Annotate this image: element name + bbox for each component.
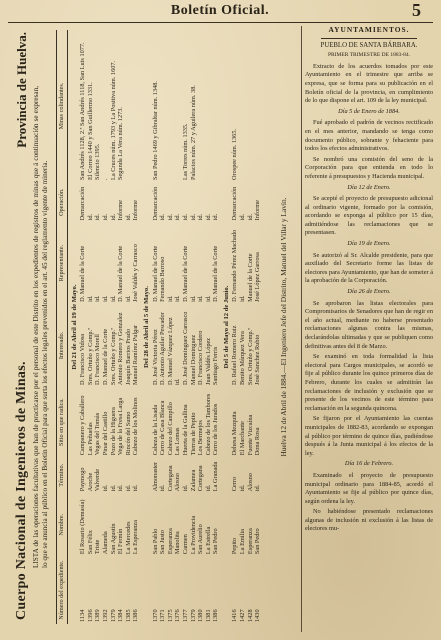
table-cell: El Fermín [117,528,125,555]
table-cell [167,30,175,182]
table-cell: D. Manuel de la Corte [79,245,87,302]
table-cell: id. [109,295,117,302]
table-cell: id. [101,484,109,492]
table-cell: Los Bermejos [197,420,205,456]
table-cell: Triste [94,539,102,555]
group-heading-row [220,30,232,624]
table-cell: id. [109,213,117,221]
table-row [79,30,87,624]
table-cell: José Sanchez Rubio [254,334,262,385]
table-cell: Antonio Romero y Gonzalez [117,312,125,385]
table-cell: id. [254,484,262,492]
table-cell: id. [174,213,182,221]
table-cell: Informe [254,200,262,221]
table-cell: id. [166,295,174,302]
column-header: Interesado. [57,304,68,387]
column-header: Representante. [57,222,68,304]
group-heading: Del 5 de Mayo al 12 de Junio. [222,285,230,369]
period-subtitle: PRIMER TRIMESTRE DE 1883-84. [327,52,411,59]
table-cell: José López Garrosa [254,252,262,302]
table-cell: D. Francisco Morell [94,334,102,385]
table-cell: Paymogo [79,467,87,492]
table-cell: D. Manuel de la Corte [151,245,159,302]
table-cell: Tierras de Pepito [189,412,197,456]
table-cell: Vegas del Tomás [94,412,102,456]
table-cell: id. [204,484,212,492]
table-cell: D. Francisco Vidosa [79,333,87,385]
table-cell: Fernando Barroso [159,256,167,302]
table-cell [212,30,220,182]
table-cell: Silencio 1395. [94,143,102,181]
table-cell: id. [124,213,132,221]
table-header-row [57,30,68,624]
table-cell: 1379 [109,609,117,622]
table-row [182,30,190,624]
table-cell [254,30,262,182]
session-date: Día 26 de Enero. [347,288,391,296]
table-row [132,30,140,624]
table-cell [125,30,133,182]
table-cell: San Justo [159,530,167,555]
table-cell: id. [159,213,167,221]
table-cell: D. Manuel de la Corte [212,245,220,302]
table-cell: La Granada [212,461,220,492]
table-row [174,30,182,624]
header-rule [8,22,433,23]
table-cell: Vega de la Fresa Larga [117,397,125,456]
table-cell: San Pablo [151,528,159,555]
table-cell: Segunda La Vera núm. 1273. [117,107,125,181]
section-title: AYUNTAMIENTOS. [328,26,410,34]
table-cell: Esperanza [166,528,174,555]
group-heading-row [67,30,79,624]
table-cell: La Emilia [239,529,247,555]
table-cell: Campanero y Caballero [79,395,87,456]
table-cell: Dona Rosa [254,427,262,456]
table-cell: id. [101,295,109,302]
table-cell: Cortegana [166,465,174,492]
table-cell: La Estrella [204,526,212,555]
table-row [212,30,220,624]
table-cell: 1379 [189,609,197,622]
table-cell: 1416 [231,609,239,622]
table-cell: 1396 [86,609,94,622]
table-cell: id. [212,213,220,221]
table-cell: 1375 [166,609,174,622]
table-cell: 1380 [197,609,205,622]
table-cell: Cabeza de la Lisada [151,404,159,456]
table-cell: Esperanza [246,528,254,555]
table-cell: id. [86,295,94,302]
table-cell: Pepito [231,538,239,555]
table-cell: Manolita [174,531,182,555]
table-row [197,30,205,624]
table-cell: Valverde [94,468,102,492]
corps-title: Cuerpo Nacional de Ingenieros de Minas. [14,361,29,620]
table-cell: Cortegana [197,465,205,492]
table-cell: Informe [132,200,140,221]
table-cell: Sres. Ortuño y Comp.ª [109,328,117,385]
table-cell: Dehesa Mezquita [231,411,239,456]
table-cell [159,30,167,182]
page-number: 5 [412,0,421,20]
minute-paragraph: Se examinó en toda formalidad la lista electoral para Cargos municipales, se acordó se fije al público durante los quince primeros días de Febrero, durante los cuales se admitirán las reclamaciones de inclusión y exclusión que se presente de los vecinos de este término para reclamación en la segunda quincena. [305,353,433,412]
table-cell: D. Francisco Cordero [197,330,205,385]
table-cell [174,30,182,182]
table-cell: id. [189,213,197,221]
table-cell: Alosno [246,473,254,492]
table-cell: 1134 [79,609,87,622]
table-row [152,30,160,624]
table-row [247,30,255,624]
table-row [94,30,102,624]
table-row [231,30,239,624]
column-header: Sitio en que radica. [57,387,68,457]
table-cell: id. [204,295,212,302]
table-cell: Informe [117,200,125,221]
minute-paragraph: Se nombró una comisión del seno de la Corporación para que entienda en todo lo referente á presupuestos y Hacienda municipal. [305,155,433,180]
town-name: PUEBLO DE SANTA BÁRBARA. [320,41,418,49]
table-cell: 1392 [101,609,109,622]
table-cell: 1427 [239,609,247,622]
table-cell: D. Manuel de la Corte [181,245,189,302]
table-cell: Sres. Ortuño y Comp.ª [246,328,254,385]
table-row [102,30,110,624]
column-header: Minas colindantes. [57,30,68,182]
table-cell: D. Rafael Romero Ruiz [231,325,239,385]
minute-paragraph: Se acepté el proyecto de presupuesto adicional al ordinario vigente, formado por la comisión, acordando se exponga al público por 15 días, admitiéndose las reclamaciones que se presentasen. [305,195,433,237]
table-row [167,30,175,624]
table-cell: San Aurelio [197,524,205,555]
minutes-body [305,63,433,534]
table-cell: 1381 [204,609,212,622]
list-intro: LISTA de las operaciones facultativas que han de practicarse por el personal de este Distrito en los expedientes de registros de minas que á continuación se expresan, lo que se anuncia al público en el Boletín Oficial para que surta los efectos legales prevenidos en el art. 45 del reglamento vigente de minería. [32,86,49,568]
group-heading-row [140,30,152,624]
table-row [117,30,125,624]
table-cell: id. [132,484,140,492]
table-cell: D. Antonio Aguilar Pescador [159,312,167,385]
table-cell: El Rosario (Demasía) [79,499,87,555]
table-cell: Las Lomas [174,427,182,456]
table-cell: D. José Dominguez Carrasco [181,311,189,385]
table-cell [239,30,247,182]
minute-paragraph: Examinado el proyecto de presupuesto municipal ordinario para 1884-85, acordó el Ayuntamiento se fije al público por quince días, según ordena la ley. [305,471,433,505]
column-header: Operación. [57,182,68,222]
table-cell: Cabezo del Campillo [166,402,174,456]
table-cell: id. [117,484,125,492]
table-row [205,30,213,624]
group-heading: Del 28 de Abril al 5 de Mayo. [142,286,150,368]
column-header: Término. [57,457,68,493]
signature-line: Huelva 12 de Abril de 1884.—El Ingeniero Jefe del Distrito, Manuel del Villar y Lavín. [279,197,288,457]
table-cell: id. [124,484,132,492]
table-cell: D. José Victoria Pérez [151,329,159,385]
table-cell: id. [181,484,189,492]
table-cell: La Cruces núm. 1793 y La Positiva núm. 1607. [109,60,117,181]
table-cell: San Pedro [254,528,262,555]
column-divider [301,26,302,632]
table-cell: San Pedro [212,528,220,555]
table-cell: id. [166,213,174,221]
table-cell: Demarcación [79,186,87,221]
table-cell: Cerro de Casa Blanca [159,400,167,456]
table-cell: San Agustín [109,523,117,555]
table-cell: id. [204,213,212,221]
minute-paragraph: Se fijaron por el Ayuntamiento las cuentas municipales de 1882-83, acordando se expongan al público por término de quince días, pudiéndose después á la Junta municipal á los efectos de la ley. [305,415,433,457]
table-cell: La Providencia [189,515,197,555]
table-cell: Almonaster [151,461,159,492]
group-heading: Del 21 de Abril al 19 de Mayo. [70,284,78,370]
table-cell: D. Fernando Pérez Machado [231,229,239,302]
table-cell: San Andrés 1128, 2.ª San Andrés 1118, San Luis 1077. [79,42,87,181]
session-date: Día 12 de Enero. [347,183,391,191]
table-cell: Joaquín Barrios Prado [124,329,132,385]
table-cell: Pinar del Castillo [101,411,109,456]
column-header: Número del expediente. [57,556,68,624]
minute-paragraph: Se autorizó al Sr. Alcalde presidente, para que auxiliado del Secretario forme las listas de electores para Ayuntamiento, que han de someter á la aprobación de la Corporación. [305,251,433,285]
table-row [239,30,247,624]
table-cell: Palacios núm. 27 y Aguilera núm. 38. [189,85,197,181]
table-row [87,30,95,624]
table-cell: id. [94,295,102,302]
table-cell: Sres. Ortuño y Comp.ª [86,328,94,385]
table-row [190,30,198,624]
table-cell: Fuente Vizcaína [246,414,254,456]
table-row [110,30,118,624]
table-cell: Aroche [86,472,94,492]
table-cell: Manuel de la Corte [246,253,254,302]
table-cell: 1370 [151,609,159,622]
session-date: Día 19 de Enero. [347,240,391,248]
table-cell: Zalamea [189,469,197,492]
table-row [159,30,167,624]
minute-paragraph: No habiéndose presentado reclamaciones algunas de inclusión ni exclusión á las listas de electores mu- [305,508,433,533]
column-header: Nombre. [57,493,68,556]
table-row [254,30,262,624]
table-cell: El Marchante [239,421,247,456]
table-cell: 1384 [117,609,125,622]
table-cell: Demarcación [151,186,159,221]
table-cell: Cerro de los Jurados [212,403,220,456]
page-header [0,0,441,20]
table-cell: Rincón del Sumo [124,411,132,456]
table-cell: El Correo 1440 y San Guillermo 1331. [86,82,94,181]
table-cell: Las Peñuelas [86,422,94,456]
table-cell: id. [239,213,247,221]
table-cell: id. [239,484,247,492]
table-cell: Pozo de la Higuera [109,407,117,456]
table-cell: 1377 [181,609,189,622]
table-cell: id. [239,295,247,302]
table-cell: Benito Márquez Vera [239,331,247,385]
table-cell: Alameda [101,531,109,555]
table-cell: José Valdés y Carrasco [132,244,140,302]
table-cell: 1430 [254,609,262,622]
minute-paragraph: Se aprobaron las listas electorales para Compromisarios de Senadores que han de regir en el año actual, mediante no haberse presentado reclamaciones algunas contra las mismas, declarándolas ultimadas y que se publiquen como definitivas antes del 8 de Marzo. [305,299,433,350]
table-cell: Juan Valdés López [204,337,212,385]
mining-list-region [10,24,300,634]
table-cell: Huerta de la Gallina [181,404,189,456]
province-title: Provincia de Huelva. [14,32,29,148]
session-date: Día 16 de Febrero. [344,460,394,468]
table-cell: id. [197,295,205,302]
table-cell: id. [174,295,182,302]
table-cell: Santiago Ferris [212,346,220,385]
table-cell: La Esperanza [132,520,140,555]
table-cell: 1385 [124,609,132,622]
table-cell: Cabezo de los Molinos [132,397,140,456]
table-cell: id. [174,378,182,385]
masthead: Boletín Oficial. [170,3,270,18]
table-cell: id. [124,295,132,302]
minute-paragraph: Extracto de los acuerdos tomados por este Ayuntamiento en el trimestre que arriba se expresa, que se forma para su publicación en el Boletín oficial de la provincia, en cumplimiento de lo que dispone el art. 109 de la ley municipal. [305,62,433,105]
table-cell: 1386 [212,609,220,622]
table-cell: . [101,178,109,181]
mining-list-rotated [10,26,292,628]
minute-paragraph: Fué aprobado el padrón de vecinos rectificado en el mes anterior, mandando se tenga como documento público, sobrante y fehaciente para todos los efectos administrativos. [305,119,433,153]
table-cell: Cabezo de los Tambores [204,393,212,456]
table-cell: id. [159,484,167,492]
table-cell: id. [109,484,117,492]
table-cell: San Félix [86,530,94,555]
table-cell: La Mercedes [124,521,132,555]
table-cell: id. [197,213,205,221]
table-cell [205,30,213,182]
table-cell: D. Manuel de la Corte [117,245,125,302]
table-cell: Cerro [231,476,239,492]
table-cell: Demarcación [231,186,239,221]
table-cell: Las Torres núm. 1335. [181,123,189,181]
table-cell: D. Manuel de la Corte [101,328,109,385]
mining-table [56,30,262,624]
table-cell: Orospee núm. 1365. [231,128,239,181]
table-body [67,30,262,624]
table-cell: 1428 [246,609,254,622]
table-cell: Manuel Ramírez Pulgar [132,324,140,385]
table-row [125,30,133,624]
table-cell: Alosno [174,473,182,492]
table-cell: id. [101,213,109,221]
table-cell: id. [246,213,254,221]
session-date: Día 5 de Enero de 1884. [338,107,400,115]
table-cell: Manuel Dominguez [189,334,197,385]
table-cell: id. [94,213,102,221]
table-cell: 1386 [132,609,140,622]
table-cell: San Pedro 1469 y Gibraltar núm. 1348. [151,81,159,181]
table-cell: id. [189,295,197,302]
ayuntamientos-column [305,26,433,634]
section-rule [321,38,417,39]
table-cell [197,30,205,182]
table-cell: id. [86,213,94,221]
table-cell [132,30,140,182]
table-cell: 1389 [94,609,102,622]
table-cell: 1371 [159,609,167,622]
table-cell: Carmen [181,534,189,555]
table-cell: 1376 [174,609,182,622]
table-cell: id. [181,213,189,221]
table-cell [247,30,255,182]
table-cell: D. Manuel Vázquez López [166,317,174,385]
